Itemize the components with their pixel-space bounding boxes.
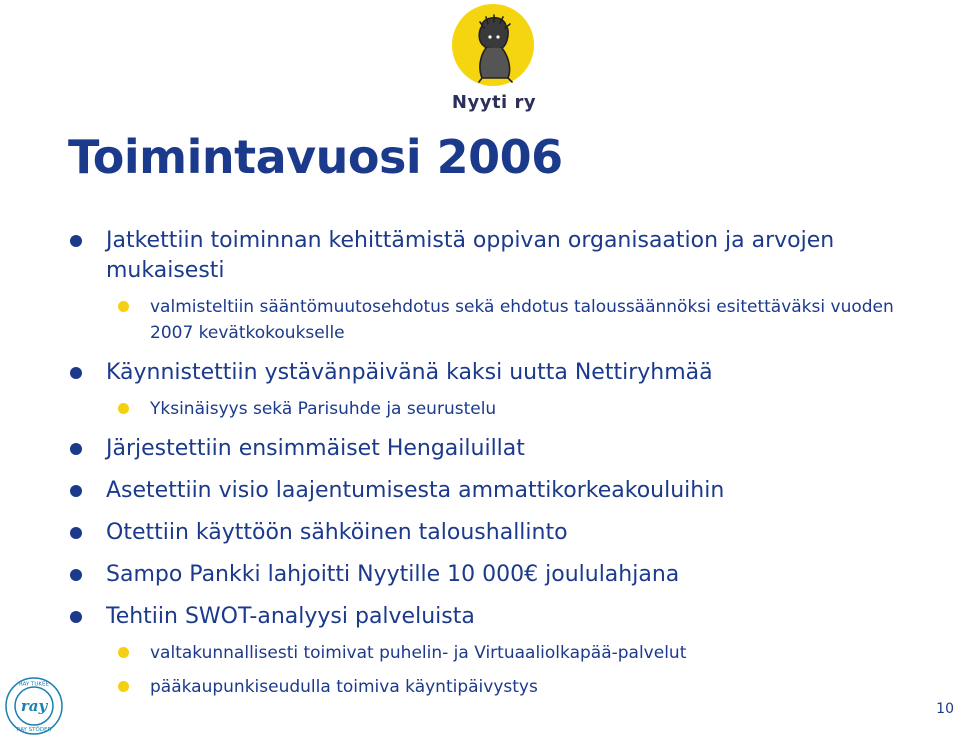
bullet-text: Järjestettiin ensimmäiset Hengailuillat xyxy=(106,436,525,461)
sub-bullet-text: Yksinäisyys sekä Parisuhde ja seurustelu xyxy=(150,399,497,419)
sub-bullet-text: pääkaupunkiseudulla toimiva käyntipäivystys xyxy=(150,677,538,697)
sub-bullet-text: valtakunnallisesti toimivat puhelin- ja Virtuaaliolkapää-palvelut xyxy=(150,643,687,663)
bullet-text: Jatkettiin toiminnan kehittämistä oppivan organisaation ja arvojen mukaisesti xyxy=(106,228,835,283)
bullet-dot-icon xyxy=(70,611,82,623)
bullet-dot-icon xyxy=(70,569,82,581)
sub-bullet-item xyxy=(70,294,900,346)
svg-text:RAY TUKEE: RAY TUKEE xyxy=(19,681,49,688)
sub-bullet-dot-icon xyxy=(118,403,129,414)
sub-bullet-dot-icon xyxy=(118,681,129,692)
nyyti-logo xyxy=(446,4,542,114)
bullet-dot-icon xyxy=(70,235,82,247)
bullet-dot-icon xyxy=(70,443,82,455)
nyyti-character-icon xyxy=(452,4,534,86)
bullet-dot-icon xyxy=(70,367,82,379)
sub-bullet-item xyxy=(70,396,900,422)
bullet-item xyxy=(70,518,900,548)
nyyti-wordmark: Nyyti ry xyxy=(451,92,537,113)
bullet-item xyxy=(70,602,900,632)
sub-bullet-item xyxy=(70,674,900,700)
sub-bullet-dot-icon xyxy=(118,647,129,658)
bullet-text: Käynnistettiin ystävänpäivänä kaksi uutta Nettiryhmää xyxy=(106,360,713,385)
bullet-item xyxy=(70,434,900,464)
sub-bullet-text: valmisteltiin sääntömuutosehdotus sekä ehdotus taloussäännöksi esitettäväksi vuoden 2007 kevätkokoukselle xyxy=(150,297,894,343)
sub-bullet-item xyxy=(70,640,900,666)
bullet-text: Otettiin käyttöön sähköinen taloushallinto xyxy=(106,520,568,545)
sub-bullet-dot-icon xyxy=(118,301,129,312)
ray-seal-icon xyxy=(4,676,64,736)
ray-logo xyxy=(4,676,64,736)
bullet-text: Tehtiin SWOT-analyysi palveluista xyxy=(106,604,475,629)
bullet-item xyxy=(70,560,900,590)
slide-title: Toimintavuosi 2006 xyxy=(68,130,563,184)
bullet-item xyxy=(70,358,900,388)
svg-text:ray: ray xyxy=(20,697,48,715)
svg-text:RAY STÖDER: RAY STÖDER xyxy=(16,727,52,733)
bullet-item xyxy=(70,226,900,286)
bullet-text: Sampo Pankki lahjoitti Nyytille 10 000€ joululahjana xyxy=(106,562,680,587)
bullet-item xyxy=(70,476,900,506)
bullet-list xyxy=(70,226,900,712)
bullet-dot-icon xyxy=(70,485,82,497)
page-number: 10 xyxy=(936,701,954,717)
bullet-dot-icon xyxy=(70,527,82,539)
bullet-text: Asetettiin visio laajentumisesta ammattikorkeakouluihin xyxy=(106,478,725,503)
